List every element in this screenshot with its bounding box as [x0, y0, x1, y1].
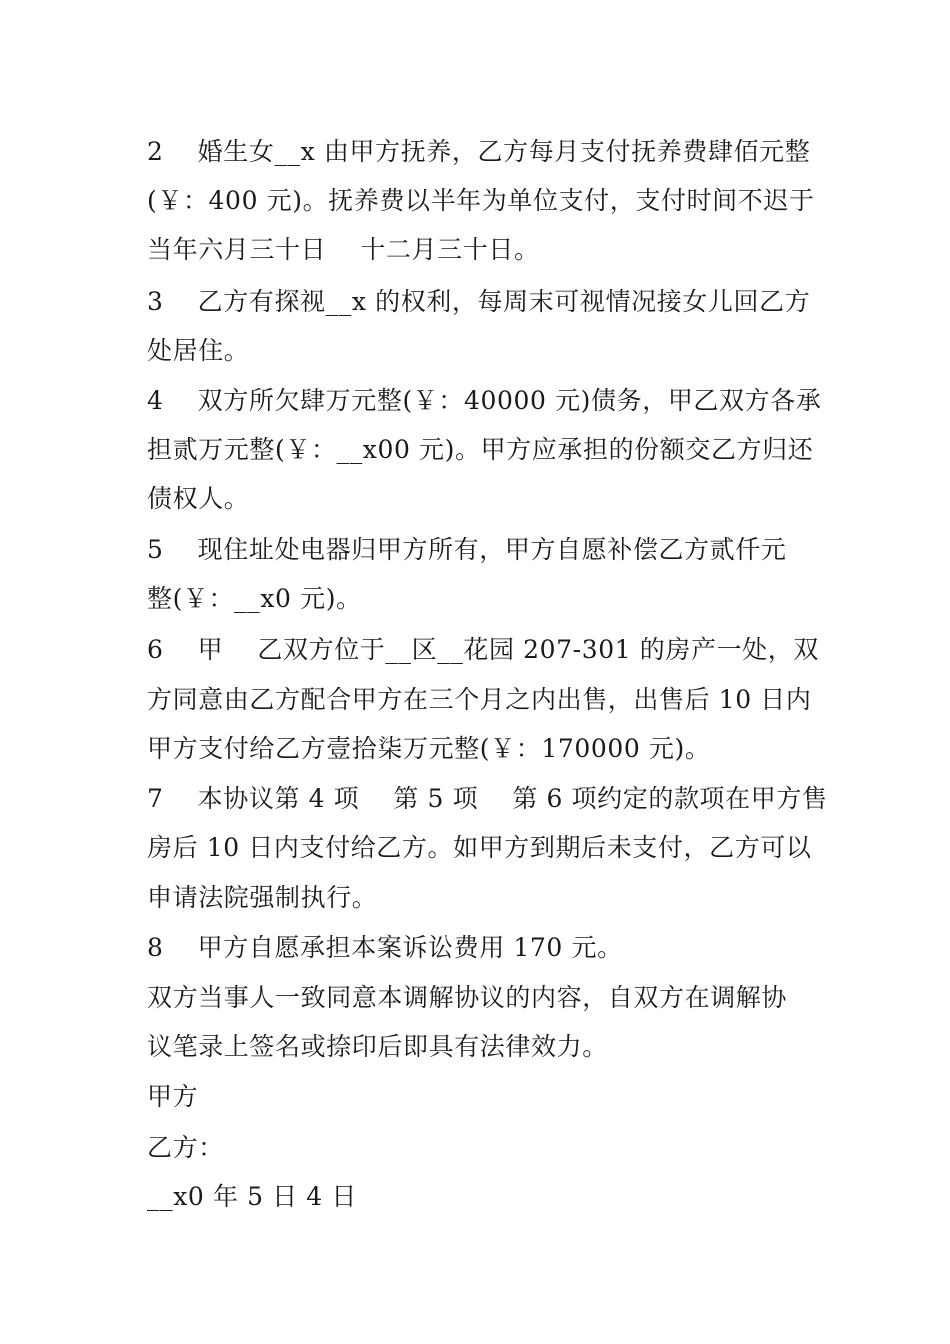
signature-party-b: 乙方： [147, 1133, 224, 1162]
text-line: 申请法院强制执行。 [147, 883, 378, 912]
text-line: (￥：400 元)。抚养费以半年为单位支付，支付时间不迟于 [147, 186, 815, 215]
text-line: 7 本协议第 4 项 第 5 项 第 6 项约定的款项在甲方售 [147, 784, 828, 813]
text-line: 债权人。 [147, 484, 250, 513]
text-line: 房后 10 日内支付给乙方。如甲方到期后未支付，乙方可以 [147, 833, 812, 862]
text-line: 8 甲方自愿承担本案诉讼费用 170 元。 [147, 933, 623, 962]
text-line: 当年六月三十日 十二月三十日。 [147, 235, 540, 264]
text-line: 2 婚生女__x 由甲方抚养，乙方每月支付抚养费肆佰元整 [147, 137, 811, 166]
text-line: 双方当事人一致同意本调解协议的内容，自双方在调解协 [147, 983, 788, 1012]
text-line: 整(￥：__x0 元)。 [147, 584, 362, 613]
signature-date: __x0 年 5 日 4 日 [147, 1182, 357, 1211]
text-line: 甲方支付给乙方壹拾柒万元整(￥：170000 元)。 [147, 734, 711, 763]
text-line: 5 现住址处电器归甲方所有，甲方自愿补偿乙方贰仟元 [147, 535, 787, 564]
signature-party-a: 甲方 [147, 1082, 199, 1111]
text-line: 6 甲 乙双方位于__区__花园 207-301 的房产一处，双 [147, 635, 819, 664]
text-line: 议笔录上签名或捺印后即具有法律效力。 [147, 1032, 608, 1061]
text-line: 处居住。 [147, 336, 250, 365]
text-line: 担贰万元整(￥：__x00 元)。甲方应承担的份额交乙方归还 [147, 435, 814, 464]
text-line: 4 双方所欠肆万元整(￥：40000 元)债务，甲乙双方各承 [147, 386, 822, 415]
text-line: 3 乙方有探视__x 的权利，每周末可视情况接女儿回乙方 [147, 287, 811, 316]
text-line: 方同意由乙方配合甲方在三个月之内出售，出售后 10 日内 [147, 685, 812, 714]
